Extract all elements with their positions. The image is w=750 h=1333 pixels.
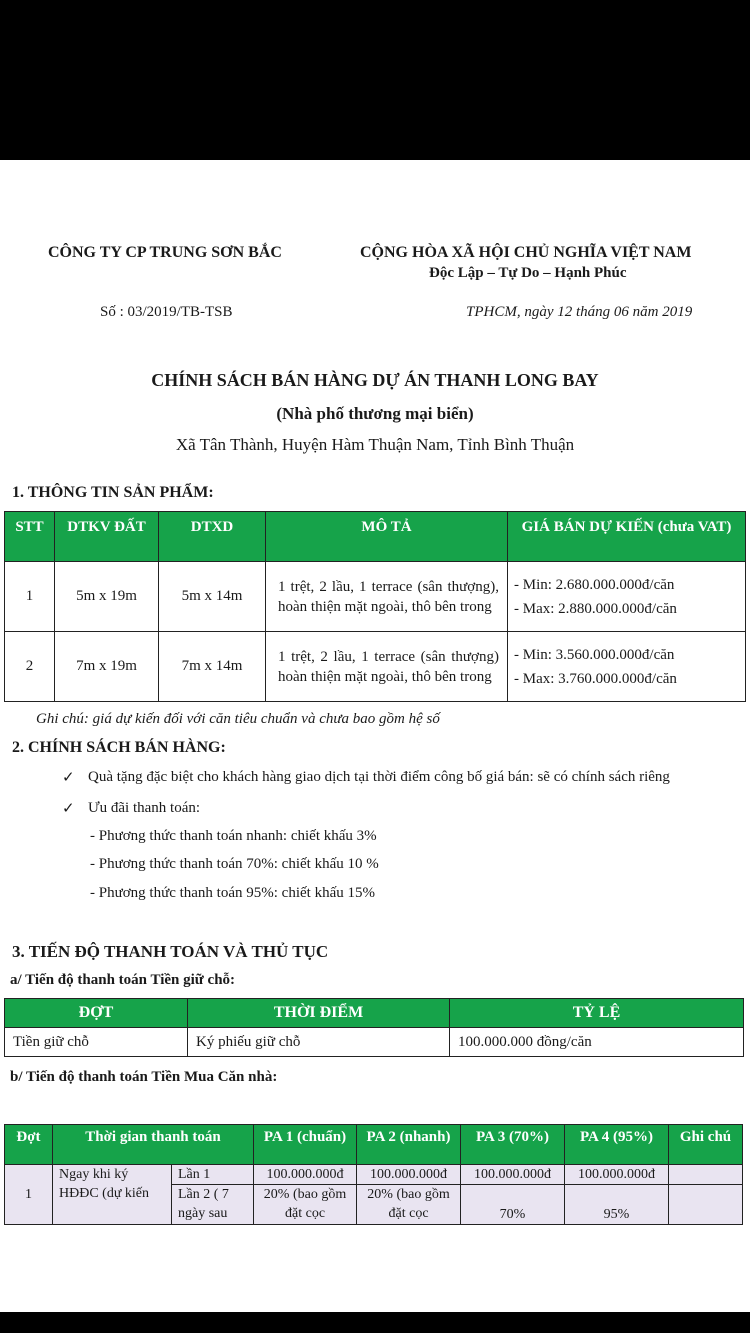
section-3b-heading: b/ Tiến độ thanh toán Tiền Mua Căn nhà: xyxy=(10,1069,278,1085)
deposit-time: Ký phiếu giữ chỗ xyxy=(188,1028,450,1057)
table-row xyxy=(5,562,746,632)
pa2-installment-1: 100.000.000đ xyxy=(357,1165,461,1185)
discount-item: - Phương thức thanh toán nhanh: chiết khấu 3% xyxy=(90,828,377,844)
header-pa4: PA 4 (95%) xyxy=(565,1125,669,1165)
discount-item: - Phương thức thanh toán 70%: chiết khấu 10 % xyxy=(90,856,379,872)
header-rate: TỶ LỆ xyxy=(450,999,744,1028)
row-price xyxy=(508,632,746,702)
header-batch: ĐỢT xyxy=(5,999,188,1028)
note-cell xyxy=(669,1185,743,1225)
payment-schedule-table xyxy=(4,1124,743,1225)
republic-title: CỘNG HÒA XÃ HỘI CHỦ NGHĨA VIỆT NAM xyxy=(360,244,692,261)
discount-item: - Phương thức thanh toán 95%: chiết khấu 15% xyxy=(90,885,375,901)
section-2-heading: 2. CHÍNH SÁCH BÁN HÀNG: xyxy=(12,739,226,756)
header-stt: STT xyxy=(5,512,55,562)
section-1-heading: 1. THÔNG TIN SẢN PHẨM: xyxy=(12,484,214,501)
document-subtitle: (Nhà phố thương mại biển) xyxy=(276,404,474,423)
header-pa2: PA 2 (nhanh) xyxy=(357,1125,461,1165)
header-note: Ghi chú xyxy=(669,1125,743,1165)
document-title: CHÍNH SÁCH BÁN HÀNG DỰ ÁN THANH LONG BAY xyxy=(151,370,599,390)
product-table xyxy=(4,511,746,702)
project-location: Xã Tân Thành, Huyện Hàm Thuận Nam, Tỉnh Bình Thuận xyxy=(175,435,575,454)
document-number: Số : 03/2019/TB-TSB xyxy=(100,304,233,320)
table-row xyxy=(5,1028,744,1057)
pa3-installment-2: 70% xyxy=(461,1185,565,1225)
price-min: - Min: 2.680.000.000đ/căn xyxy=(514,576,675,593)
header-pa1: PA 1 (chuẩn) xyxy=(254,1125,357,1165)
row-price xyxy=(508,562,746,632)
deposit-table-header xyxy=(5,999,744,1028)
row-build-area: 5m x 14m xyxy=(159,562,266,632)
row-land-area: 5m x 19m xyxy=(55,562,159,632)
section-3-heading: 3. TIẾN ĐỘ THANH TOÁN VÀ THỦ TỤC xyxy=(12,942,329,961)
row-description: 1 trệt, 2 lầu, 1 terrace (sân thượng) hoàn thiện mặt ngoài, thô bên trong xyxy=(266,632,508,702)
price-max: - Max: 3.760.000.000đ/căn xyxy=(514,670,677,687)
national-motto: Độc Lập – Tự Do – Hạnh Phúc xyxy=(429,265,627,281)
header-build-area: DTXD xyxy=(159,512,266,562)
header-time: THỜI ĐIỂM xyxy=(188,999,450,1028)
row-build-area: 7m x 14m xyxy=(159,632,266,702)
installment-2-label: Lần 2 ( 7 ngày sau xyxy=(172,1185,254,1225)
policy-bullet-payment: Ưu đãi thanh toán: xyxy=(88,800,201,816)
place-date: TPHCM, ngày 12 tháng 06 năm 2019 xyxy=(466,304,693,320)
header-payment-time: Thời gian thanh toán xyxy=(53,1125,254,1165)
product-table-header xyxy=(5,512,746,562)
payment-table-header xyxy=(5,1125,743,1165)
price-note: Ghi chú: giá dự kiến đối với căn tiêu chuẩn và chưa bao gồm hệ số xyxy=(36,711,440,727)
deposit-table xyxy=(4,998,744,1057)
deposit-rate: 100.000.000 đồng/căn xyxy=(450,1028,744,1057)
header-batch: Đợt xyxy=(5,1125,53,1165)
payment-batch: 1 xyxy=(5,1165,53,1225)
row-land-area: 7m x 19m xyxy=(55,632,159,702)
pa3-installment-1: 100.000.000đ xyxy=(461,1165,565,1185)
pa4-installment-1: 100.000.000đ xyxy=(565,1165,669,1185)
pa1-installment-2: 20% (bao gồm đặt cọc xyxy=(254,1185,357,1225)
company-name: CÔNG TY CP TRUNG SƠN BẮC xyxy=(48,244,282,261)
table-row xyxy=(5,632,746,702)
table-row xyxy=(5,1165,743,1185)
bottom-black-bar xyxy=(0,1312,750,1333)
header-description: MÔ TẢ xyxy=(266,512,508,562)
deposit-batch: Tiền giữ chỗ xyxy=(5,1028,188,1057)
note-cell xyxy=(669,1165,743,1185)
section-3a-heading: a/ Tiến độ thanh toán Tiền giữ chỗ: xyxy=(10,972,236,988)
row-description: 1 trệt, 2 lầu, 1 terrace (sân thượng), hoàn thiện mặt ngoài, thô bên trong xyxy=(266,562,508,632)
top-black-bar xyxy=(0,0,750,160)
price-max: - Max: 2.880.000.000đ/căn xyxy=(514,600,677,617)
installment-1-label: Lần 1 xyxy=(172,1165,254,1185)
pa1-installment-1: 100.000.000đ xyxy=(254,1165,357,1185)
header-pa3: PA 3 (70%) xyxy=(461,1125,565,1165)
header-price: GIÁ BÁN DỰ KIẾN (chưa VAT) xyxy=(508,512,746,562)
check-icon: ✓ xyxy=(62,770,75,786)
pa2-installment-2: 20% (bao gồm đặt cọc xyxy=(357,1185,461,1225)
row-stt: 2 xyxy=(5,632,55,702)
check-icon: ✓ xyxy=(62,801,75,817)
pa4-installment-2: 95% xyxy=(565,1185,669,1225)
row-stt: 1 xyxy=(5,562,55,632)
price-min: - Min: 3.560.000.000đ/căn xyxy=(514,646,675,663)
payment-time-label: Ngay khi ký HĐĐC (dự kiến xyxy=(53,1165,172,1225)
policy-bullet-gift: Quà tặng đặc biệt cho khách hàng giao dịch tại thời điểm công bố giá bán: sẽ có chính sách riêng xyxy=(88,769,670,785)
header-land-area: DTKV ĐẤT xyxy=(55,512,159,562)
